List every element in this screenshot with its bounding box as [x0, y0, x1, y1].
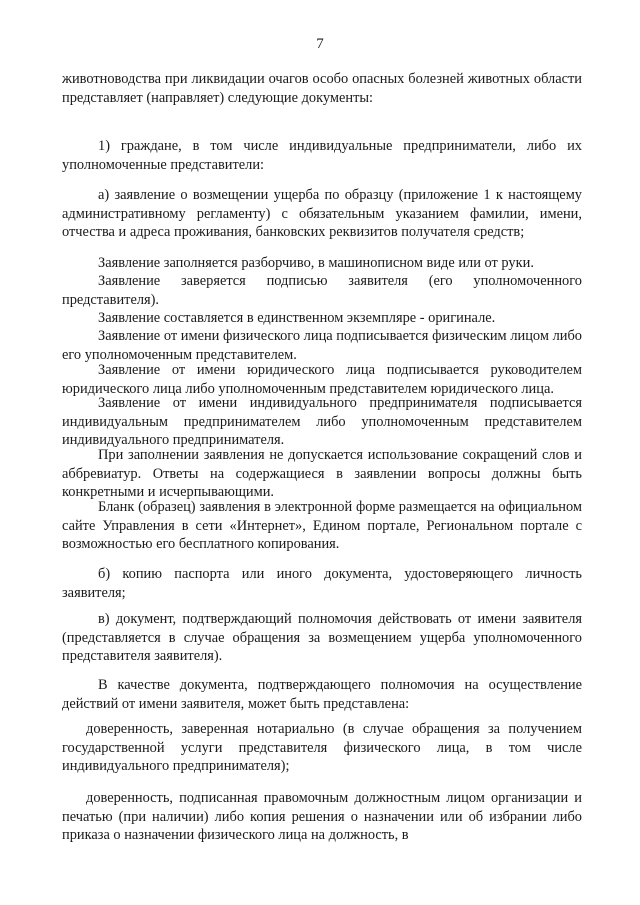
paragraph-item-b: б) копию паспорта или иного документа, удостоверяющего личность заявителя;	[62, 566, 582, 601]
paragraph-filled: Заявление заполняется разборчиво, в машинописном виде или от руки.	[98, 255, 534, 271]
paragraph-form-online: Бланк (образец) заявления в электронной форме размещается на официальном сайте Управления в сети «Интернет», Едином портале, Региональном портале с возможностью его бесплатного копирования.	[62, 499, 582, 552]
paragraph-original: Заявление составляется в единственном экземпляре - оригинале.	[98, 310, 496, 326]
paragraph-physical: Заявление от имени физического лица подписывается физическим лицом либо его уполномоченным представителем.	[62, 328, 582, 363]
paragraph-item-v: в) документ, подтверждающий полномочия действовать от имени заявителя (представляется в случае обращения за возмещением ущерба уполномоченного представителя заявителя).	[62, 611, 582, 664]
paragraph-signed-official: доверенность, подписанная правомочным должностным лицом организации и печатью (при наличии) либо копия решения о назначении или об избрании либо приказа о назначении физического лица на должность, в	[62, 790, 582, 843]
paragraph-item-a: а) заявление о возмещении ущерба по образцу (приложение 1 к настоящему административному регламенту) с обязательным указанием фамилии, имени, отчества и адреса проживания, банковских реквизитов получателя средств;	[62, 187, 582, 240]
paragraph-legal: Заявление от имени юридического лица подписывается руководителем юридического лица либо уполномоченным представителем юридического лица.	[62, 362, 582, 397]
paragraph-abbreviations: При заполнении заявления не допускается использование сокращений слов и аббревиатур. Ответы на содержащиеся в заявлении вопросы должны быть конкретными и исчерпывающими.	[62, 447, 582, 500]
paragraph-intro: животноводства при ликвидации очагов особо опасных болезней животных области представляет (направляет) следующие документы:	[62, 71, 582, 106]
paragraph-authority: В качестве документа, подтверждающего полномочия на осуществление действий от имени заявителя, может быть представлена:	[62, 677, 582, 712]
page-number: 7	[316, 36, 324, 52]
paragraph-signed: Заявление заверяется подписью заявителя (его уполномоченного представителя).	[62, 273, 582, 308]
paragraph-item-1: 1) граждане, в том числе индивидуальные предприниматели, либо их уполномоченные представители:	[62, 138, 582, 173]
paragraph-entrepreneur: Заявление от имени индивидуального предпринимателя подписывается индивидуальным предпринимателем либо уполномоченным представителем индивидуального предпринимателя.	[62, 395, 582, 448]
paragraph-notarized: доверенность, заверенная нотариально (в случае обращения за получением государственной услуги представителя физического лица, в том числе индивидуального предпринимателя);	[62, 721, 582, 774]
